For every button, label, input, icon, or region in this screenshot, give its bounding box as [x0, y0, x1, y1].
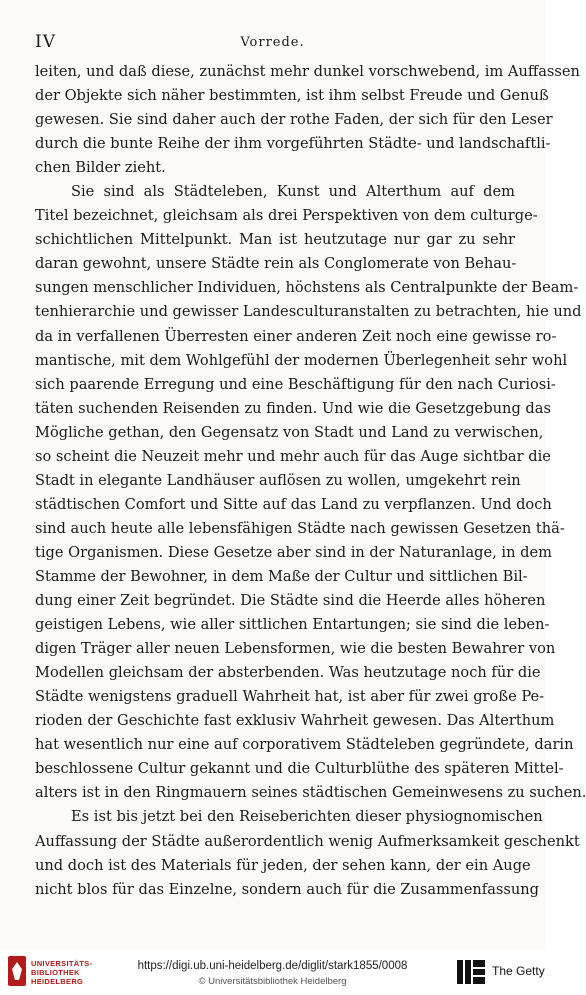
- text-line: Stadt in elegante Landhäuser auflösen zu wollen, umgekehrt rein: [35, 471, 521, 489]
- text-line: schichtlichen Mittelpunkt. Man ist heutzutage nur gar zu sehr: [35, 231, 515, 249]
- document-permalink[interactable]: https://digi.ub.uni-heidelberg.de/diglit/stark1855/0008: [137, 960, 408, 972]
- text-line: da in verfallenen Überresten einer anderen Zeit noch eine gewisse ro-: [35, 327, 557, 345]
- text-line: tenhierarchie und gewisser Landesculturanstalten zu betrachten, hie und: [35, 303, 582, 321]
- text-line: sungen menschlicher Individuen, höchstens als Centralpunkte der Beam-: [35, 279, 579, 297]
- text-line: sind auch heute alle lebensfähigen Städte nach gewissen Gesetzen thä-: [35, 519, 565, 537]
- text-line: hat wesentlich nur eine auf corporativem Städteleben gegründete, darin: [35, 736, 574, 754]
- text-line: daran gewohnt, unsere Städte rein als Conglomerate von Behau-: [35, 255, 517, 273]
- getty-name[interactable]: The Getty: [492, 964, 545, 978]
- text-line: geistigen Lebens, wie aller sittlichen Entartungen; sie sind die leben-: [35, 616, 550, 634]
- text-line: beschlossene Cultur gekannt und die Culturblüthe des späteren Mittel-: [35, 760, 564, 778]
- text-line: Titel bezeichnet, gleichsam als drei Perspektiven von dem culturge-: [35, 207, 538, 225]
- copyright-notice: © Universitätsbibliothek Heidelberg: [198, 976, 347, 987]
- text-line: gewesen. Sie sind daher auch der rothe Faden, der sich für den Leser: [35, 111, 553, 129]
- text-line: Sie sind als Städteleben, Kunst und Alterthum auf dem: [71, 183, 515, 201]
- text-line: so scheint die Neuzeit mehr und mehr auch für das Auge sichtbar die: [35, 447, 551, 465]
- text-line: tige Organismen. Diese Gesetze aber sind in der Naturanlage, in dem: [35, 543, 552, 561]
- text-line: Städte wenigstens graduell Wahrheit hat, ist aber für zwei große Pe-: [35, 688, 545, 706]
- text-line: Stamme der Bewohner, in dem Maße der Cultur und sittlichen Bil-: [35, 567, 528, 585]
- text-line: und doch ist des Materials für jeden, der sehen kann, der ein Auge: [35, 856, 531, 874]
- text-line: rioden der Geschichte fast exklusiv Wahrheit gewesen. Das Alterthum: [35, 712, 555, 730]
- text-line: leiten, und daß diese, zunächst mehr dunkel vorschwebend, im Auffassen: [35, 63, 580, 80]
- body-text: [35, 60, 586, 902]
- page-header: [0, 30, 545, 54]
- text-line: durch die bunte Reihe der ihm vorgeführten Städte- und landschaftli-: [35, 135, 551, 153]
- text-line: chen Bilder zieht.: [35, 159, 166, 177]
- text-line: der Objekte sich näher bestimmten, ist ihm selbst Freude und Genuß: [35, 87, 549, 105]
- text-line: sich paarende Erregung und eine Beschäftigung für den nach Curiosi-: [35, 375, 556, 393]
- running-title: Vorrede.: [240, 35, 305, 50]
- text-line: Es ist bis jetzt bei den Reiseberichten dieser physiognomischen: [71, 808, 543, 826]
- text-line: nicht blos für das Einzelne, sondern auch für die Zusammenfassung: [35, 880, 540, 898]
- text-line: Mögliche gethan, den Gegensatz von Stadt und Land zu verwischen,: [35, 423, 544, 441]
- viewer-footer: [0, 950, 545, 995]
- page-number: IV: [35, 32, 56, 52]
- text-line: mantische, mit dem Wohlgefühl der modernen Überlegenheit sehr wohl: [35, 351, 568, 369]
- getty-logo-icon[interactable]: [456, 959, 486, 985]
- text-line: städtischen Comfort und Sitte auf das Land zu verpflanzen. Und doch: [35, 495, 552, 513]
- text-line: dung einer Zeit begründet. Die Städte sind die Heerde alles höheren: [35, 592, 546, 610]
- text-line: täten suchenden Reisenden zu finden. Und wie die Gesetzgebung das: [35, 399, 551, 417]
- library-name[interactable]: UNIVERSITÄTS- BIBLIOTHEK HEIDELBERG: [31, 959, 93, 986]
- text-line: Modellen gleichsam der absterbenden. Was heutzutage noch für die: [35, 664, 541, 682]
- text-line: alters ist in den Ringmauern seines städtischen Gemeinwesens zu suchen.: [35, 784, 586, 802]
- text-line: digen Träger aller neuen Lebensformen, wie die besten Bewahrer von: [35, 640, 556, 658]
- text-line: Auffassung der Städte außerordentlich wenig Aufmerksamkeit geschenkt: [35, 832, 580, 850]
